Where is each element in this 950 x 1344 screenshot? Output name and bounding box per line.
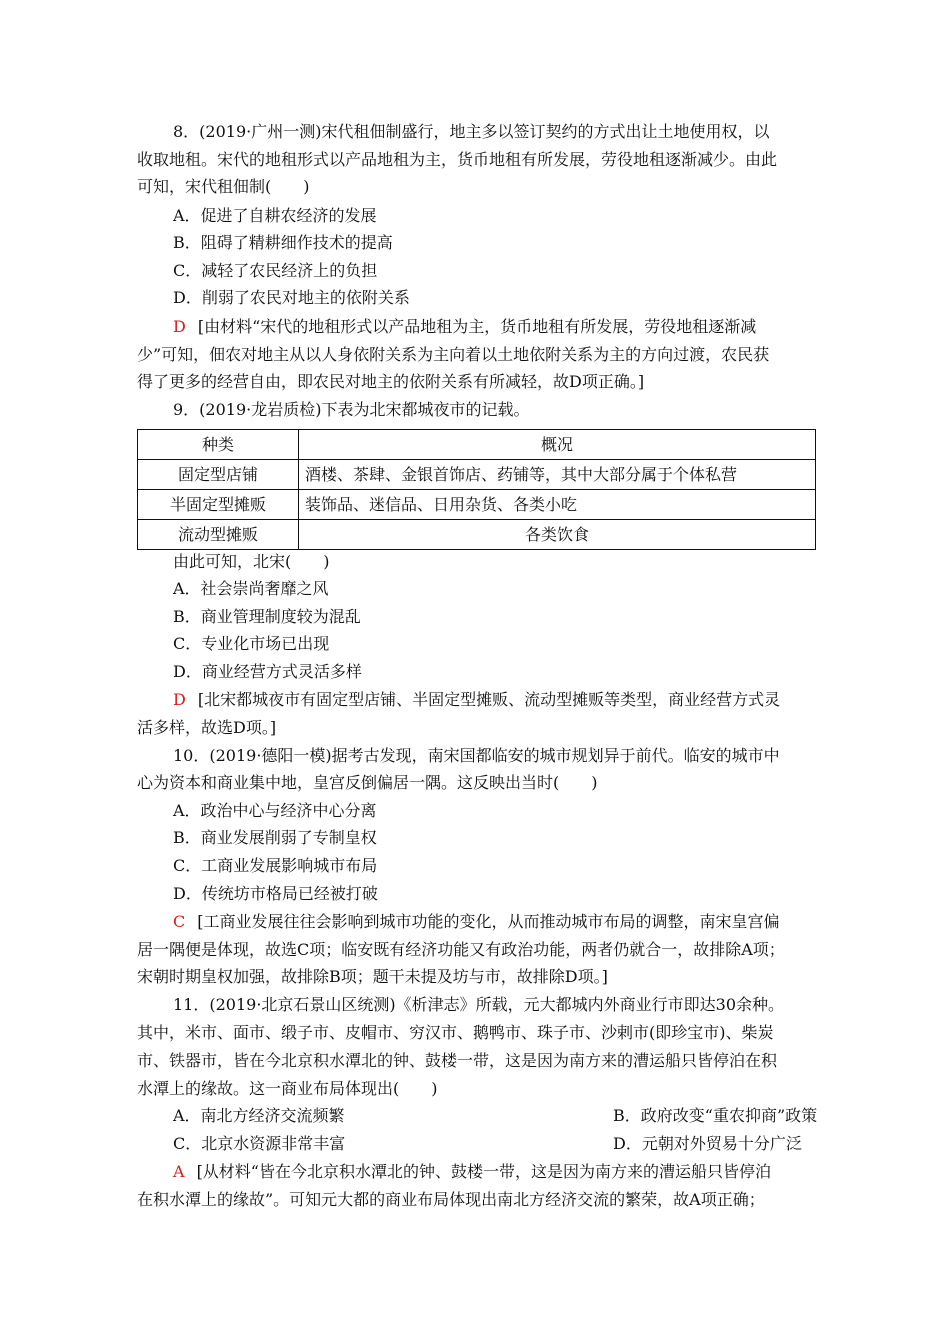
table-row — [138, 520, 816, 550]
q11-options-row-2 — [173, 1130, 853, 1158]
q11-answer-line-1 — [173, 1158, 853, 1186]
q11-options-row-1 — [173, 1102, 853, 1130]
table-row — [138, 460, 816, 490]
q9-explanation-1: [北宋都城夜市有固定型店铺、半固定型摊贩、流动型摊贩等类型，商业经营方式灵 — [197, 690, 781, 709]
q9-stem: 9．(2019·龙岩质检)下表为北宋都城夜市的记载。 — [173, 400, 530, 419]
table-cell: 固定型店铺 — [138, 460, 299, 490]
table-row — [138, 490, 816, 520]
q11-option-b: B．政府改变“重农抑商”政策 — [613, 1106, 818, 1125]
q9-option-a: A．社会崇尚奢靡之风 — [173, 579, 329, 598]
q9-answer-line-1 — [173, 686, 853, 714]
q8-stem-line-3: 可知，宋代租佃制( ) — [137, 177, 310, 196]
q9-option-c: C．专业化市场已出现 — [173, 634, 330, 653]
table-cell: 酒楼、茶肆、金银首饰店、药铺等，其中大部分属于个体私营 — [299, 460, 816, 490]
q8-answer-line-1 — [173, 313, 853, 341]
table-cell: 各类饮食 — [299, 520, 816, 550]
table-header-type: 种类 — [138, 430, 299, 460]
q11-option-a: A．南北方经济交流频繁 — [173, 1106, 345, 1125]
q11-stem-line-3: 市、铁器市，皆在今北京积水潭北的钟、鼓楼一带，这是因为南方来的漕运船只皆停泊在积 — [137, 1051, 778, 1070]
table-cell: 半固定型摊贩 — [138, 490, 299, 520]
q11-stem-line-1: 11．(2019·北京石景山区统测)《析津志》所载，元大都城内外商业行市即达30余种。 — [173, 995, 785, 1014]
q10-explanation-3: 宋朝时期皇权加强，故排除B项；题干未提及坊与市，故排除D项。] — [137, 967, 608, 986]
q9-answer-letter: D — [173, 690, 186, 709]
q9-stem-after: 由此可知，北宋( ) — [173, 552, 330, 571]
q10-option-b: B．商业发展削弱了专制皇权 — [173, 828, 377, 847]
q10-stem-line-2: 心为资本和商业集中地，皇宫反倒偏居一隅。这反映出当时( ) — [137, 773, 598, 792]
q9-option-d: D．商业经营方式灵活多样 — [173, 662, 362, 681]
q10-option-d: D．传统坊市格局已经被打破 — [173, 884, 378, 903]
q8-answer-letter: D — [173, 317, 186, 336]
q10-explanation-1: [工商业发展往往会影响到城市功能的变化，从而推动城市布局的调整，南宋皇宫偏 — [197, 912, 780, 931]
q8-option-c: C．减轻了农民经济上的负担 — [173, 261, 378, 280]
q10-option-c: C．工商业发展影响城市布局 — [173, 856, 378, 875]
q8-stem-line-1: 8．(2019·广州一测)宋代租佃制盛行，地主多以签订契约的方式出让土地使用权，以 — [173, 122, 770, 141]
q8-explanation-1: [由材料“宋代的地租形式以产品地租为主，货币地租有所发展，劳役地租逐渐减 — [197, 317, 757, 336]
q11-stem-line-2: 其中，米市、面市、缎子市、皮帽市、穷汉市、鹅鸭市、珠子市、沙剌市(即珍宝市)、柴炭 — [137, 1023, 774, 1042]
q10-stem-line-1: 10．(2019·德阳一模)据考古发现，南宋国都临安的城市规划异于前代。临安的城市中 — [173, 746, 780, 765]
q8-explanation-2: 少”可知，佃农对地主从以人身依附关系为主向着以土地依附关系为主的方向过渡，农民获 — [137, 345, 770, 364]
night-market-table — [137, 429, 816, 550]
q8-explanation-3: 得了更多的经营自由，即农民对地主的依附关系有所减轻，故D项正确。] — [137, 372, 645, 391]
table-cell: 装饰品、迷信品、日用杂货、各类小吃 — [299, 490, 816, 520]
table-header-row — [138, 430, 816, 460]
q9-option-b: B．商业管理制度较为混乱 — [173, 607, 361, 626]
q11-explanation-1: [从材料“皆在今北京积水潭北的钟、鼓楼一带，这是因为南方来的漕运船只皆停泊 — [196, 1162, 771, 1181]
q8-stem-line-2: 收取地租。宋代的地租形式以产品地租为主，货币地租有所发展，劳役地租逐渐减少。由此 — [137, 150, 778, 169]
table-header-overview: 概况 — [299, 430, 816, 460]
q10-answer-letter: C — [173, 912, 186, 931]
q10-answer-line-1 — [173, 908, 853, 936]
q8-option-d: D．削弱了农民对地主的依附关系 — [173, 288, 410, 307]
q11-answer-letter: A — [173, 1162, 185, 1181]
q9-explanation-2: 活多样，故选D项。] — [137, 718, 277, 737]
q11-option-d: D．元朝对外贸易十分广泛 — [613, 1134, 802, 1153]
q10-option-a: A．政治中心与经济中心分离 — [173, 801, 377, 820]
q8-option-a: A．促进了自耕农经济的发展 — [173, 206, 377, 225]
q11-stem-line-4: 水潭上的缘故。这一商业布局体现出( ) — [137, 1079, 438, 1098]
q10-explanation-2: 居一隅便是体现，故选C项；临安既有经济功能又有政治功能，两者仍就合一，故排除A项； — [137, 940, 785, 959]
table-cell: 流动型摊贩 — [138, 520, 299, 550]
q8-option-b: B．阻碍了精耕细作技术的提高 — [173, 233, 393, 252]
q11-option-c: C．北京水资源非常丰富 — [173, 1134, 346, 1153]
q11-explanation-2: 在积水潭上的缘故”。可知元大都的商业布局体现出南北方经济交流的繁荣，故A项正确； — [137, 1190, 765, 1209]
